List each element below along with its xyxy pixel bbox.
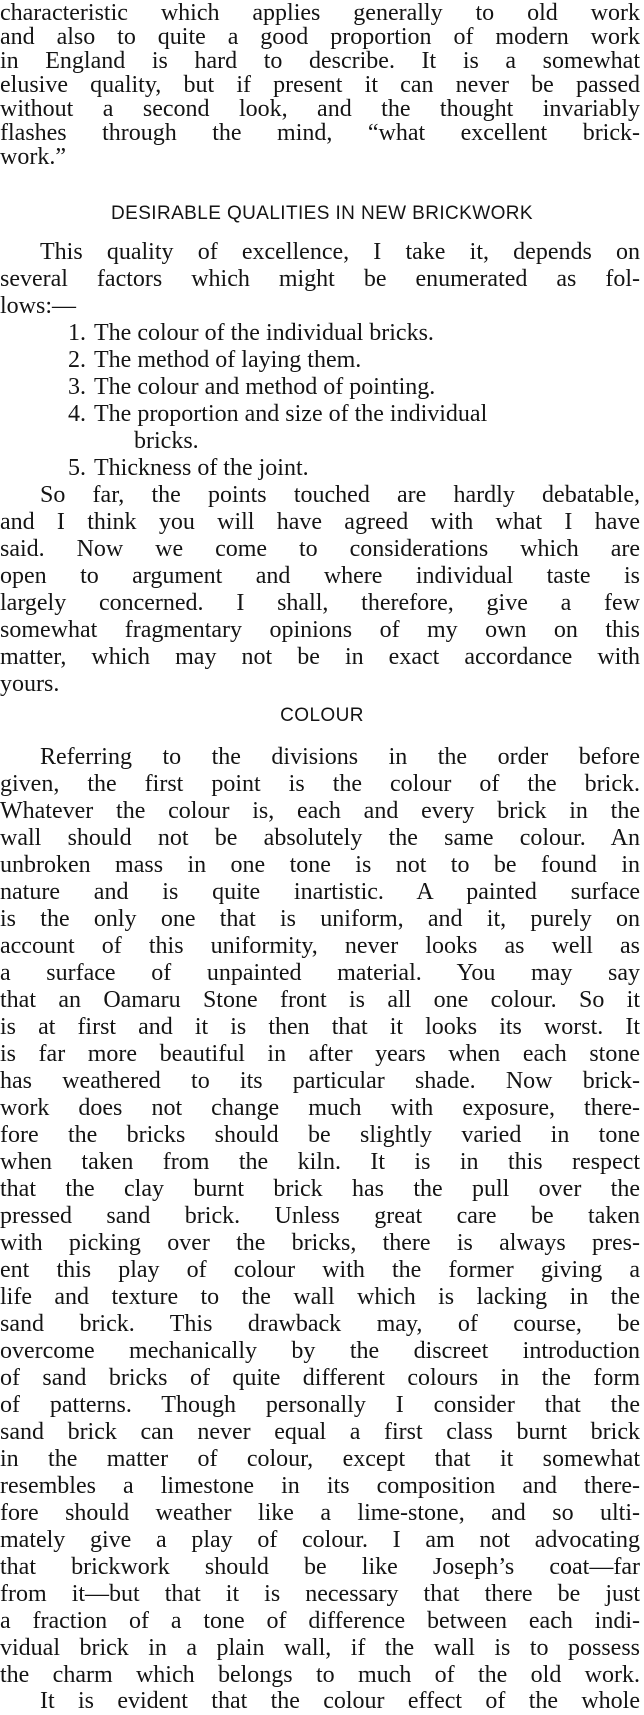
text-line: characteristic which applies generally to old work	[0, 0, 640, 26]
section-heading: DESIRABLE QUALITIES IN NEW BRICKWORK	[111, 203, 533, 224]
list-item	[56, 320, 640, 347]
list-item	[56, 401, 640, 428]
text-line: resembles a limestone in its composition and there-	[0, 1473, 640, 1499]
text-line: that the clay burnt brick has the pull over the	[0, 1176, 640, 1202]
text-line: has weathered to its particular shade. Now brick-	[0, 1068, 640, 1094]
text-line: a fraction of a tone of difference between each indi-	[0, 1608, 640, 1634]
text-line: ent this play of colour with the former giving a	[0, 1257, 640, 1283]
text-line: It is evident that the colour effect of the whole	[40, 1688, 640, 1714]
text-line: without a second look, and the thought invariably	[0, 96, 640, 122]
text-line: several factors which might be enumerated as fol-	[0, 266, 640, 292]
text-line: lows:—	[0, 293, 77, 319]
text-line: open to argument and where individual taste is	[0, 563, 640, 589]
text-line: sand brick. This drawback may, of course, be	[0, 1311, 640, 1337]
list-item-text: The method of laying them.	[94, 347, 362, 373]
text-line: pressed sand brick. Unless great care be taken	[0, 1203, 640, 1229]
text-line: wall should not be absolutely the same colour. An	[0, 825, 640, 851]
text-line: yours.	[0, 671, 60, 697]
list-item-number: 5.	[68, 455, 86, 481]
text-line: Referring to the divisions in the order before	[40, 744, 640, 770]
text-line: is at first and it is then that it looks its worst. It	[0, 1014, 640, 1040]
section-heading: COLOUR	[280, 705, 364, 726]
list-item-text: The colour of the individual bricks.	[94, 320, 434, 346]
text-line: said. Now we come to considerations which are	[0, 536, 640, 562]
text-line: of sand bricks of quite different colours in the form	[0, 1365, 640, 1391]
text-line: is far more beautiful in after years when each stone	[0, 1041, 640, 1067]
text-line: So far, the points touched are hardly debatable,	[40, 482, 640, 508]
list-item-number: 1.	[68, 320, 86, 346]
list-item	[56, 374, 640, 401]
text-line: that brickwork should be like Joseph’s coat—far	[0, 1554, 640, 1580]
text-line: flashes through the mind, “what excellent brick-	[0, 120, 640, 146]
text-line: sand brick can never equal a first class burnt brick	[0, 1419, 640, 1445]
text-line: somewhat fragmentary opinions of my own on this	[0, 617, 640, 643]
text-line: and also to quite a good proportion of modern work	[0, 24, 640, 50]
list-item-continuation: bricks.	[134, 428, 199, 454]
text-line: mately give a play of colour. I am not advocating	[0, 1527, 640, 1553]
text-line: overcome mechanically by the discreet introduction	[0, 1338, 640, 1364]
list-item-text: The colour and method of pointing.	[94, 374, 436, 400]
list-item-number: 3.	[68, 374, 86, 400]
text-line: the charm which belongs to much of the old work.	[0, 1662, 640, 1688]
text-line: in England is hard to describe. It is a somewhat	[0, 48, 640, 74]
text-line: fore should weather like a lime-stone, and so ulti-	[0, 1500, 640, 1526]
list-item	[56, 455, 640, 482]
text-line: and I think you will have agreed with what I have	[0, 509, 640, 535]
text-line: elusive quality, but if present it can never be passed	[0, 72, 640, 98]
list-item-text: Thickness of the joint.	[94, 455, 309, 481]
text-line: is the only one that is uniform, and it, purely on	[0, 906, 640, 932]
text-line: when taken from the kiln. It is in this respect	[0, 1149, 640, 1175]
text-line: This quality of excellence, I take it, depends on	[40, 239, 640, 265]
text-line: fore the bricks should be slightly varied in tone	[0, 1122, 640, 1148]
text-line: life and texture to the wall which is lacking in the	[0, 1284, 640, 1310]
list-item-number: 2.	[68, 347, 86, 373]
list-item	[56, 347, 640, 374]
text-line: work.”	[0, 144, 66, 170]
text-line: in the matter of colour, except that it somewhat	[0, 1446, 640, 1472]
text-line: from it—but that it is necessary that there be just	[0, 1581, 640, 1607]
list-item-text: The proportion and size of the individual	[94, 401, 488, 427]
text-line: work does not change much with exposure, there-	[0, 1095, 640, 1121]
text-line: vidual brick in a plain wall, if the wall is to possess	[0, 1635, 640, 1661]
text-line: Whatever the colour is, each and every brick in the	[0, 798, 640, 824]
list-item-number: 4.	[68, 401, 86, 427]
text-line: matter, which may not be in exact accordance with	[0, 644, 640, 670]
text-line: that an Oamaru Stone front is all one colour. So it	[0, 987, 640, 1013]
text-line: given, the first point is the colour of the brick.	[0, 771, 640, 797]
text-line: account of this uniformity, never looks as well as	[0, 933, 640, 959]
text-line: largely concerned. I shall, therefore, give a few	[0, 590, 640, 616]
text-line: with picking over the bricks, there is always pres-	[0, 1230, 640, 1256]
text-line: of patterns. Though personally I consider that the	[0, 1392, 640, 1418]
text-line: unbroken mass in one tone is not to be found in	[0, 852, 640, 878]
text-line: nature and is quite inartistic. A painted surface	[0, 879, 640, 905]
text-line: a surface of unpainted material. You may say	[0, 960, 640, 986]
